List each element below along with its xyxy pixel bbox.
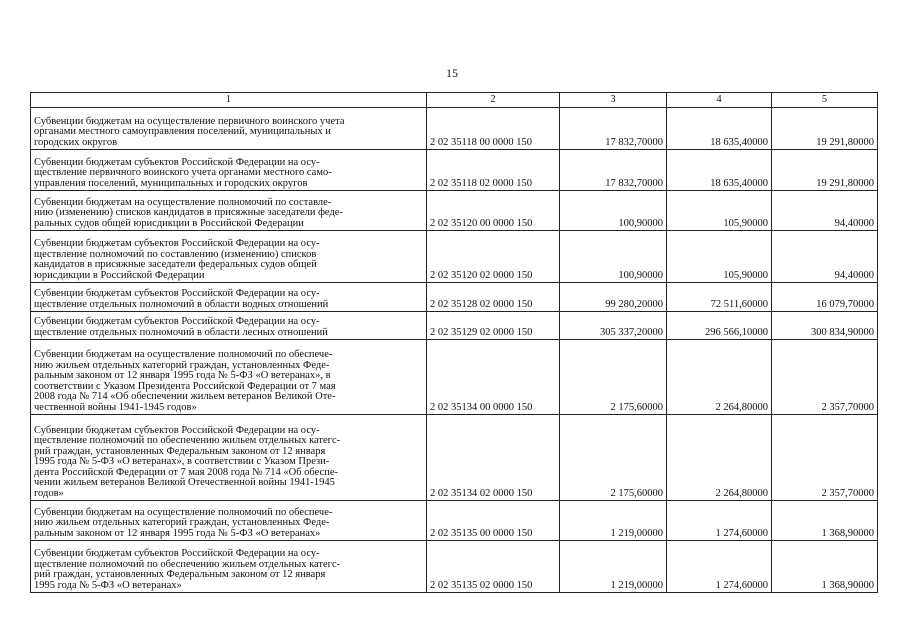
row-description: Субвенции бюджетам субъектов Российской Федерации на осу- ществление полномочий по обеспечению жильем отдельных категс- рий граждан, установленных Федеральным законом от 12 января 1995 года № 5-ФЗ «О ветеранах», в соответствии с Указом Прези- дента Российской Федерации от 7 мая 2008 года № 714 «Об обеспе- чении жильем ветеранов Великой Отечественной войны 1941-1945 годов» [31, 415, 427, 501]
row-value-col4: 18 635,40000 [667, 150, 772, 191]
row-code: 2 02 35135 00 0000 150 [427, 501, 560, 541]
row-value-col4: 18 635,40000 [667, 108, 772, 150]
table-row [31, 340, 878, 415]
table-row [31, 312, 878, 340]
row-code: 2 02 35134 00 0000 150 [427, 340, 560, 415]
row-value-col5: 2 357,70000 [772, 340, 878, 415]
row-value-col3: 1 219,00000 [560, 501, 667, 541]
row-value-col4: 105,90000 [667, 231, 772, 283]
row-description: Субвенции бюджетам на осуществление полномочий по обеспече- нию жильем отдельных категорий граждан, установленных Феде- ральным законом от 12 января 1995 года № 5-ФЗ «О ветеранах» [31, 501, 427, 541]
row-description: Субвенции бюджетам на осуществление полномочий по составле- нию (изменению) списков кандидатов в присяжные заседатели феде- ральных судов общей юрисдикции в Российской Федерации [31, 191, 427, 231]
row-code: 2 02 35134 02 0000 150 [427, 415, 560, 501]
row-description: Субвенции бюджетам субъектов Российской Федерации на осу- ществление отдельных полномочий в области водных отношений [31, 283, 427, 312]
row-value-col3: 2 175,60000 [560, 415, 667, 501]
row-description: Субвенции бюджетам на осуществление полномочий по обеспече- нию жильем отдельных категорий граждан, установленных Феде- ральным законом от 12 января 1995 года № 5-ФЗ «О ветеранах», в соответствии с Указом Президента Российской Федерации от 7 мая 2008 года № 714 «Об обеспечении жильем ветеранов Великой Оте- чественной войны 1941-1945 годов» [31, 340, 427, 415]
table-row [31, 231, 878, 283]
row-code: 2 02 35118 00 0000 150 [427, 108, 560, 150]
row-value-col4: 1 274,60000 [667, 541, 772, 593]
row-value-col4: 2 264,80000 [667, 415, 772, 501]
row-code: 2 02 35128 02 0000 150 [427, 283, 560, 312]
column-header-3: 3 [560, 93, 667, 108]
row-value-col5: 19 291,80000 [772, 108, 878, 150]
row-value-col3: 305 337,20000 [560, 312, 667, 340]
row-value-col5: 16 079,70000 [772, 283, 878, 312]
table-row [31, 501, 878, 541]
table-row [31, 150, 878, 191]
row-code: 2 02 35120 02 0000 150 [427, 231, 560, 283]
page-number: 15 [446, 66, 458, 80]
table-header-row [31, 93, 878, 108]
column-header-2: 2 [427, 93, 560, 108]
row-description: Субвенции бюджетам субъектов Российской Федерации на осу- ществление полномочий по составлению (изменению) списков кандидатов в присяжные заседатели федеральных судов общей юрисдикции в Российской Федерации [31, 231, 427, 283]
row-value-col5: 2 357,70000 [772, 415, 878, 501]
row-value-col3: 17 832,70000 [560, 150, 667, 191]
row-value-col5: 94,40000 [772, 191, 878, 231]
row-value-col3: 99 280,20000 [560, 283, 667, 312]
row-code: 2 02 35135 02 0000 150 [427, 541, 560, 593]
table-row [31, 541, 878, 593]
row-value-col5: 1 368,90000 [772, 501, 878, 541]
column-header-1: 1 [31, 93, 427, 108]
column-header-5: 5 [772, 93, 878, 108]
row-value-col5: 300 834,90000 [772, 312, 878, 340]
row-value-col4: 296 566,10000 [667, 312, 772, 340]
row-value-col3: 17 832,70000 [560, 108, 667, 150]
row-description: Субвенции бюджетам субъектов Российской Федерации на осу- ществление полномочий по обеспечению жильем отдельных категс- рий граждан, установленных Федеральным законом от 12 января 1995 года № 5-ФЗ «О ветеранах» [31, 541, 427, 593]
row-value-col3: 1 219,00000 [560, 541, 667, 593]
row-value-col5: 19 291,80000 [772, 150, 878, 191]
row-description: Субвенции бюджетам субъектов Российской Федерации на осу- ществление первичного воинского учета органами местного само- управления поселений, муниципальных и городских округов [31, 150, 427, 191]
row-value-col3: 100,90000 [560, 191, 667, 231]
table-row [31, 191, 878, 231]
table-row [31, 283, 878, 312]
row-code: 2 02 35129 02 0000 150 [427, 312, 560, 340]
table-row [31, 415, 878, 501]
row-value-col4: 72 511,60000 [667, 283, 772, 312]
row-value-col4: 1 274,60000 [667, 501, 772, 541]
row-value-col3: 2 175,60000 [560, 340, 667, 415]
budget-table [30, 92, 878, 593]
row-code: 2 02 35120 00 0000 150 [427, 191, 560, 231]
row-value-col5: 1 368,90000 [772, 541, 878, 593]
row-value-col3: 100,90000 [560, 231, 667, 283]
row-description: Субвенции бюджетам субъектов Российской Федерации на осу- ществление отдельных полномочий в области лесных отношений [31, 312, 427, 340]
row-code: 2 02 35118 02 0000 150 [427, 150, 560, 191]
table-row [31, 108, 878, 150]
row-value-col4: 2 264,80000 [667, 340, 772, 415]
row-value-col5: 94,40000 [772, 231, 878, 283]
row-value-col4: 105,90000 [667, 191, 772, 231]
column-header-4: 4 [667, 93, 772, 108]
row-description: Субвенции бюджетам на осуществление первичного воинского учета органами местного самоуправления поселений, муниципальных и городских округов [31, 108, 427, 150]
